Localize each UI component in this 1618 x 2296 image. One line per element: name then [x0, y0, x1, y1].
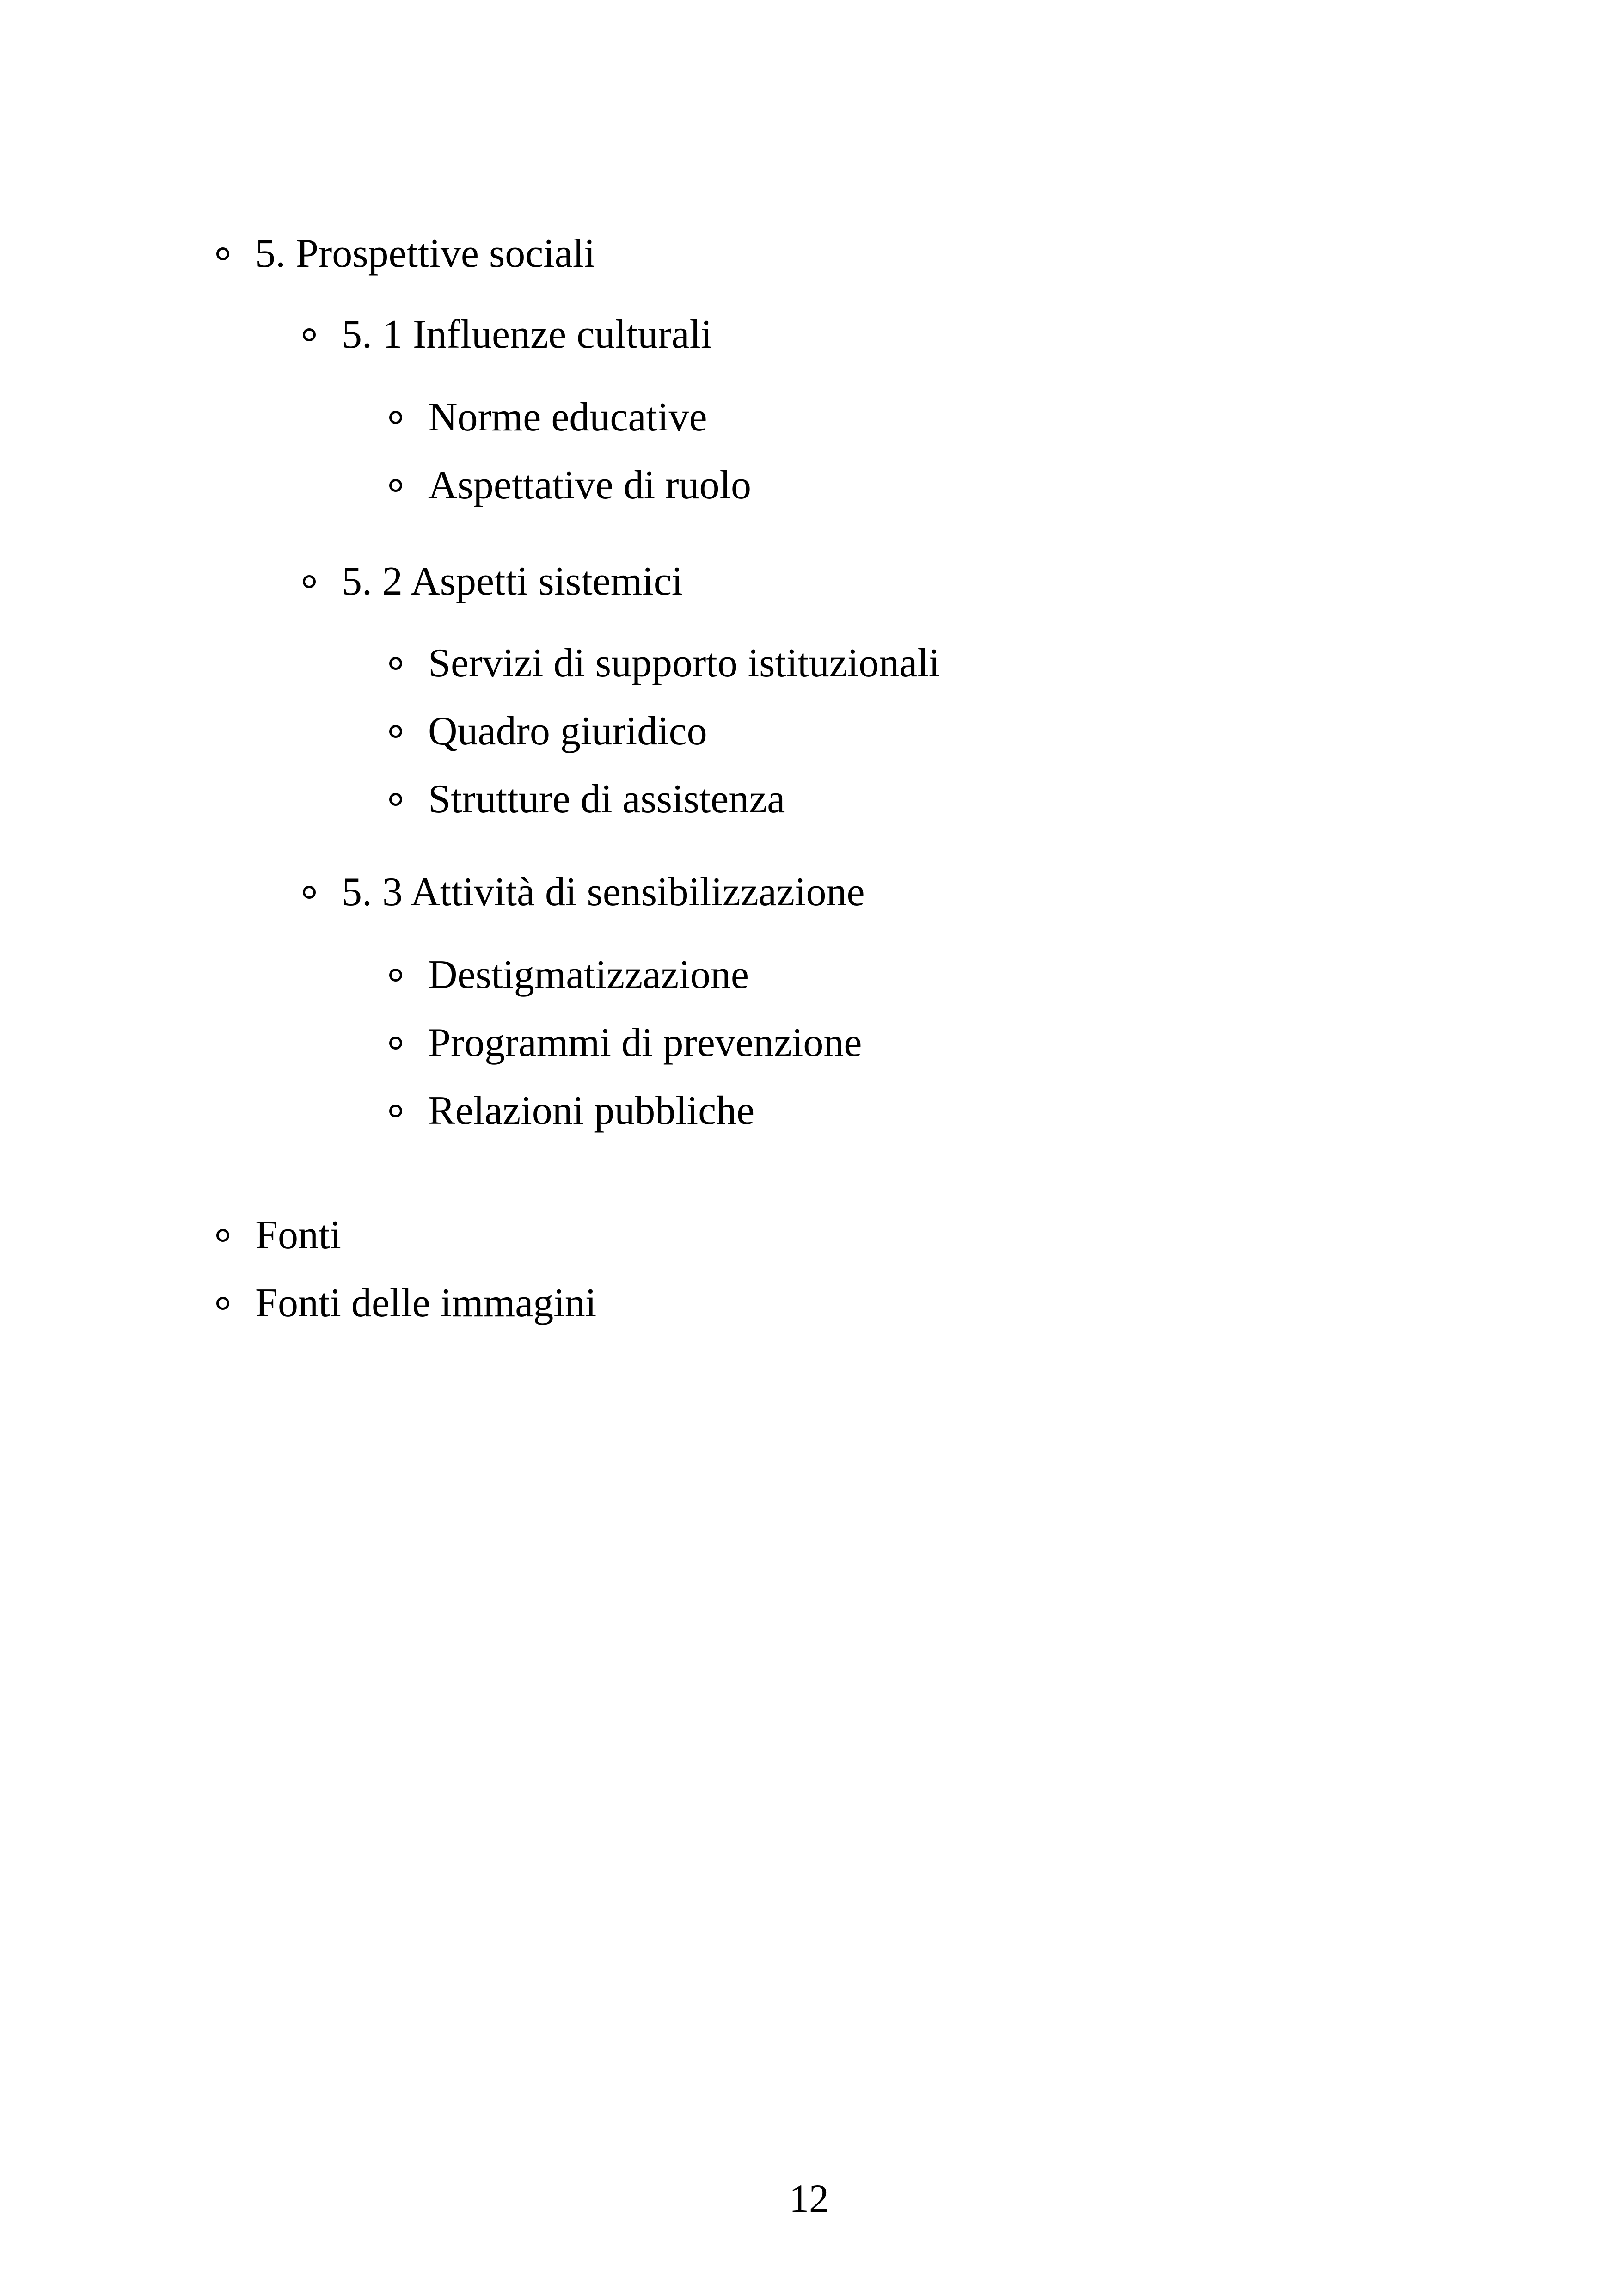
circle-bullet-icon	[389, 1037, 402, 1050]
outline-item-fonti-immagini	[216, 1278, 596, 1329]
circle-bullet-icon	[303, 886, 316, 899]
outline-item-label: Fonti delle immagini	[255, 1281, 597, 1326]
outline-item-label: Aspettative di ruolo	[428, 463, 751, 508]
outline-item	[389, 774, 785, 825]
outline-item-fonti	[216, 1210, 341, 1261]
circle-bullet-icon	[389, 657, 402, 670]
circle-bullet-icon	[389, 793, 402, 806]
outline-item	[389, 392, 707, 443]
circle-bullet-icon	[216, 1229, 229, 1242]
circle-bullet-icon	[216, 247, 229, 260]
outline-item	[389, 638, 940, 689]
outline-item	[389, 950, 749, 1001]
outline-item-section-5-1	[303, 309, 712, 360]
page-number: 12	[789, 2176, 829, 2221]
outline-item-label: 5. Prospettive sociali	[255, 231, 595, 276]
outline-item-label: Programmi di prevenzione	[428, 1020, 862, 1065]
circle-bullet-icon	[389, 479, 402, 492]
outline-item-label: 5. 1 Influenze culturali	[342, 312, 712, 357]
outline-item	[389, 1086, 754, 1136]
outline-item-label: Destigmatizzazione	[428, 952, 749, 997]
outline-item-label: Fonti	[255, 1213, 341, 1258]
circle-bullet-icon	[389, 969, 402, 982]
outline-item-label: 5. 3 Attività di sensibilizzazione	[342, 870, 865, 915]
circle-bullet-icon	[389, 725, 402, 738]
outline-item	[389, 706, 707, 757]
outline-item-label: Servizi di supporto istituzionali	[428, 641, 940, 686]
circle-bullet-icon	[389, 1105, 402, 1117]
outline-item-label: Norme educative	[428, 395, 707, 440]
outline-item-label: Relazioni pubbliche	[428, 1088, 755, 1133]
outline-item-label: Quadro giuridico	[428, 709, 707, 754]
circle-bullet-icon	[303, 328, 316, 341]
outline-item-label: Strutture di assistenza	[428, 777, 785, 822]
outline-item-section-5	[216, 228, 595, 279]
circle-bullet-icon	[216, 1297, 229, 1310]
outline-item-label: 5. 2 Aspetti sistemici	[342, 559, 683, 604]
outline-item	[389, 460, 751, 511]
circle-bullet-icon	[389, 411, 402, 424]
outline-item	[389, 1018, 862, 1068]
outline-item-section-5-2	[303, 556, 683, 607]
circle-bullet-icon	[303, 575, 316, 588]
outline-item-section-5-3	[303, 867, 865, 918]
